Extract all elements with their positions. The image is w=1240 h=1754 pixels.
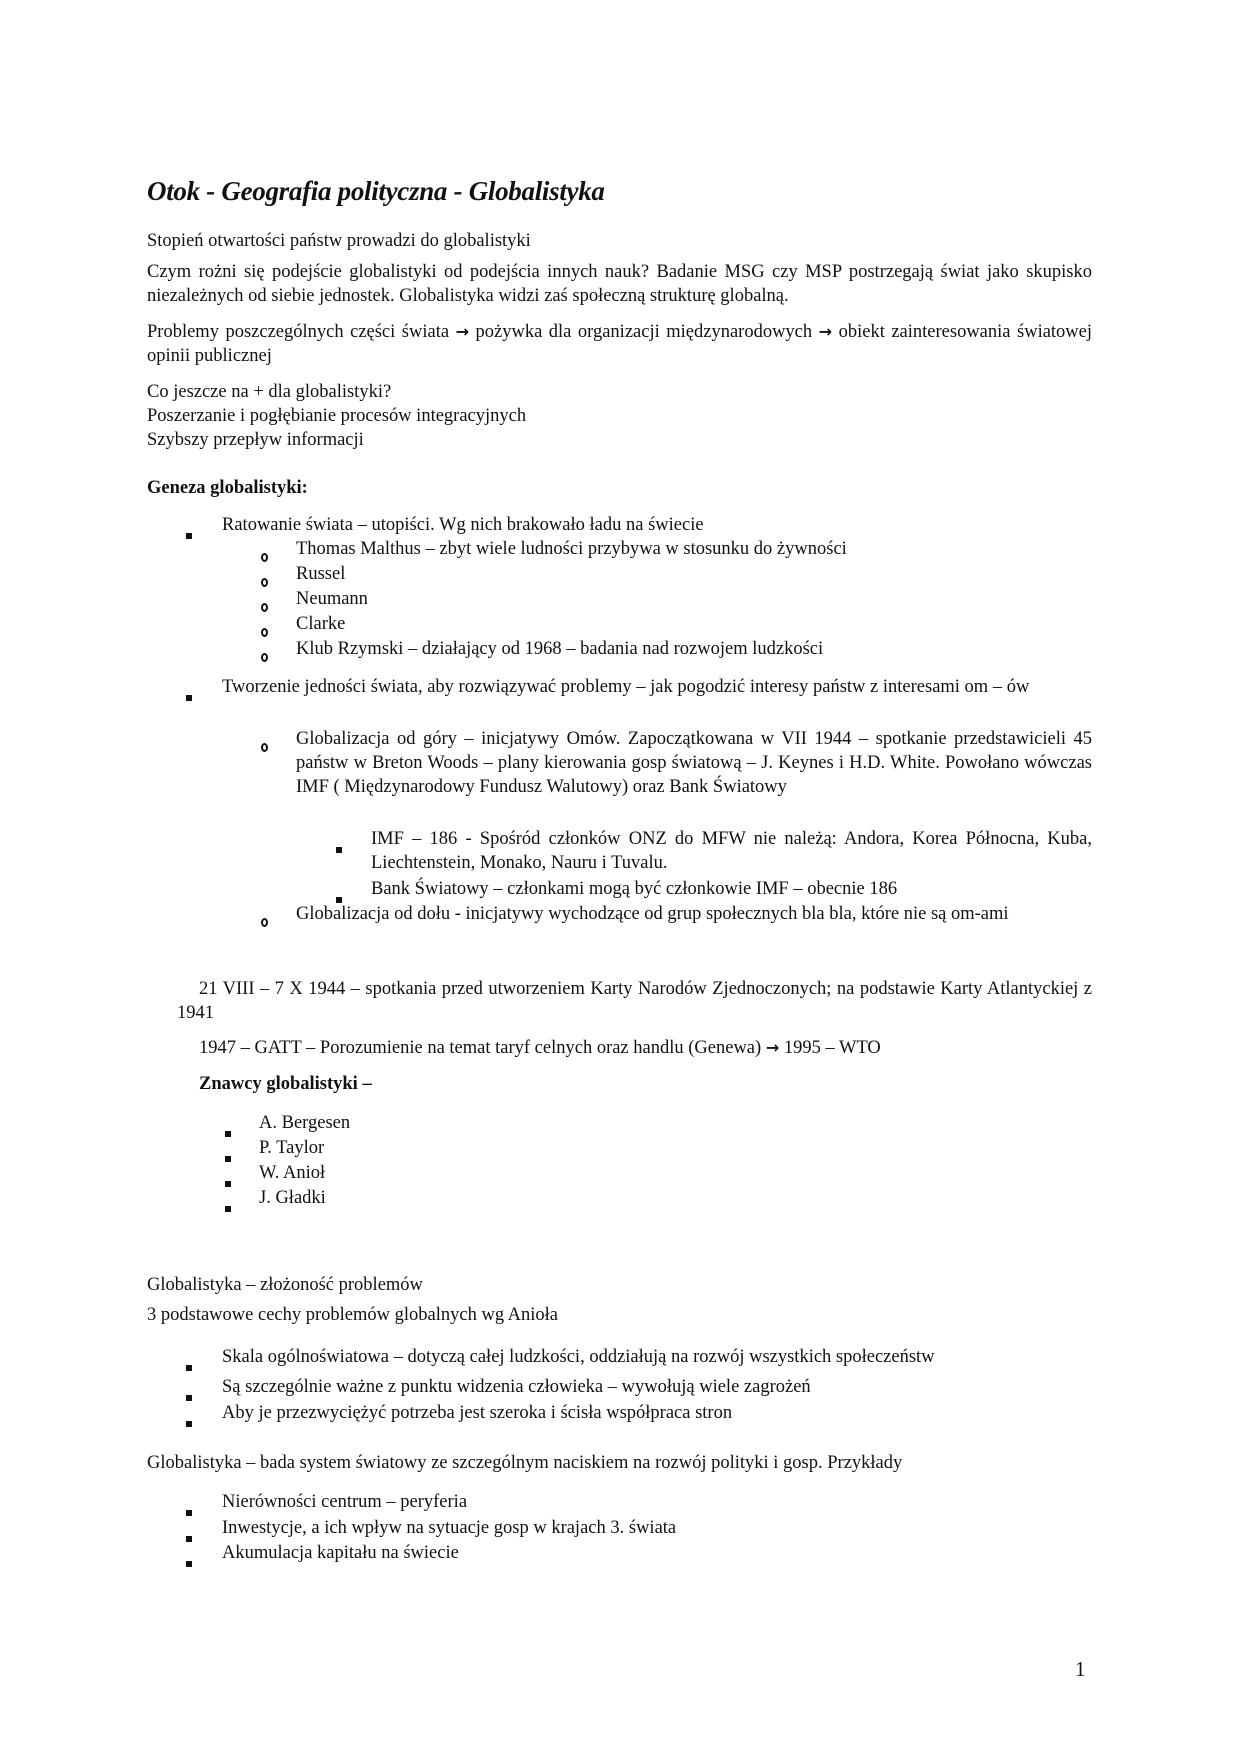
square-bullet-icon [186, 533, 192, 539]
circle-bullet-icon [261, 743, 268, 752]
arrow-right-icon: → [455, 322, 469, 341]
plus-question: Co jeszcze na + dla globalistyki? [147, 382, 392, 402]
page-number: 1 [1075, 1657, 1086, 1681]
plus-item-information: Szybszy przepływ informacji [147, 430, 364, 450]
problems-part3: obiekt zainteresowania światowej opinii publicznej [147, 322, 1093, 366]
square-bullet-icon [225, 1131, 231, 1137]
square-bullet-icon [186, 1395, 192, 1401]
square-bullet-icon [186, 1510, 192, 1516]
complexity-line: Globalistyka – złożoność problemów [147, 1275, 423, 1295]
arrow-right-icon: → [818, 322, 833, 341]
circle-bullet-icon [261, 918, 268, 927]
events-line: 21 VIII – 7 X 1944 – spotkania przed utworzeniem Karty Narodów Zjednoczonych; na podstawie Karty Atlantyckiej z 1941 [177, 979, 1092, 1023]
document-title: Otok - Geografia polityczna - Globalistyka [147, 176, 605, 206]
circle-bullet-icon [261, 653, 268, 662]
square-bullet-icon [186, 1561, 192, 1567]
plus-item-integration: Poszerzanie i pogłębianie procesów integracyjnych [147, 406, 527, 426]
znawcy-heading: Znawcy globalistyki – [199, 1074, 372, 1094]
circle-bullet-icon [261, 628, 268, 637]
circle-bullet-icon [261, 553, 268, 562]
arrow-right-icon: → [765, 1038, 780, 1057]
problems-paragraph [147, 320, 1092, 368]
square-bullet-icon [186, 1365, 192, 1371]
square-bullet-icon [225, 1181, 231, 1187]
features-line: 3 podstawowe cechy problemów globalnych wg Anioła [147, 1305, 559, 1325]
square-bullet-icon [186, 1421, 192, 1427]
square-bullet-icon [186, 1536, 192, 1542]
problems-part2: pożywka dla organizacji międzynarodowych [475, 322, 813, 342]
circle-bullet-icon [261, 603, 268, 612]
square-bullet-icon [186, 695, 192, 701]
square-bullet-icon [225, 1156, 231, 1162]
circle-bullet-icon [261, 578, 268, 587]
document-page: Otok - Geografia polityczna - Globalistyka Stopień otwartości państw prowadzi do globalistyki Czym rożni się podejście globalistyki od podejścia innych nauk? Badanie MSG czy MSP postrzegają świat jako skupisko niezależnych od siebie jednostek. Globalistyka widzi zaś społeczną strukturę globalną. Problemy poszczególnych części świata → pożywka dla organizacji międzynarodowych → obiekt zainteresowania światowej opinii publicznej Co jeszcze na + dla globalistyki? Poszerzanie i pogłębianie procesów integracyjnych Szybszy przepływ informacji Geneza globalistyki: Ratowanie świata – utopiści. Wg nich brakowało ładu na świecie Thomas Malthus – zbyt wiele ludności przybywa w stosunku do żywności Russel Neumann Clarke Klub Rzymski – działający od 1968 – badania nad rozwojem ludzkości Tworzenie jedności świata, aby rozwiązywać problemy – jak pogodzić interesy państw z interesami om – ów Globalizacja od góry – inicjatywy Omów. Zapoczątkowana w VII 1944 – spotkanie przedstawicieli 45 państw w Breton Woods – plany kierowania gosp światową – J. Keynes i H.D. White. Powołano wówczas IMF ( Międzynarodowy Fundusz Walutowy) oraz Bank Światowy IMF – 186 - Spośród członków ONZ do MFW nie należą: Andora, Korea Północna, Kuba, Liechtenstein, Monako, Nauru i Tuvalu. Bank Światowy – członkami mogą być członkowie IMF – obecnie 186 Globalizacja od dołu - inicjatywy wychodzące od grup społecznych bla bla, które nie są om-ami 21 VIII – 7 X 1944 – spotkania przed utworzeniem Karty Narodów Zjednoczonych; na podstawie Karty Atlantyckiej z 1941 1947 – GATT – Porozumienie na temat taryf celnych oraz handlu (Genewa) → 1995 – WTO Znawcy globalistyki – A. Bergesen P. Taylor W. Anioł J. Gładki Globalistyka – złożoność problemów 3 podstawowe cechy problemów globalnych wg Anioła Skala ogólnoświatowa – dotyczą całej ludzkości, oddziałują na rozwój wszystkich społeczeństw Są szczególnie ważne z punktu widzenia człowieka – wywołują wiele zagrożeń Aby je przezwyciężyć potrzeba jest szeroka i ścisła współpraca stron Globalistyka – bada system światowy ze szczególnym naciskiem na rozwój polityki i gosp. Przykłady Nierówności centrum – peryferia Inwestycje, a ich wpływ na sytuacje gosp w krajach 3. świata Akumulacja kapitału na świecie 1 [147, 176, 1093, 1681]
intro-line: Stopień otwartości państw prowadzi do globalistyki [147, 231, 531, 251]
square-bullet-icon [336, 847, 342, 853]
geneza-heading: Geneza globalistyki: [147, 478, 308, 498]
intro-paragraph: Czym rożni się podejście globalistyki od podejścia innych nauk? Badanie MSG czy MSP postrzegają świat jako skupisko niezależnych od siebie jednostek. Globalistyka widzi zaś społeczną strukturę globalną. [147, 262, 1092, 306]
gatt-line: 1947 – GATT – Porozumienie na temat taryf celnych oraz handlu (Genewa) → 1995 – WTO [199, 1038, 881, 1058]
system-line: Globalistyka – bada system światowy ze szczególnym naciskiem na rozwój polityki i gosp. Przykłady [147, 1453, 903, 1473]
problems-part1: Problemy poszczególnych części świata [147, 322, 450, 342]
square-bullet-icon [225, 1206, 231, 1212]
